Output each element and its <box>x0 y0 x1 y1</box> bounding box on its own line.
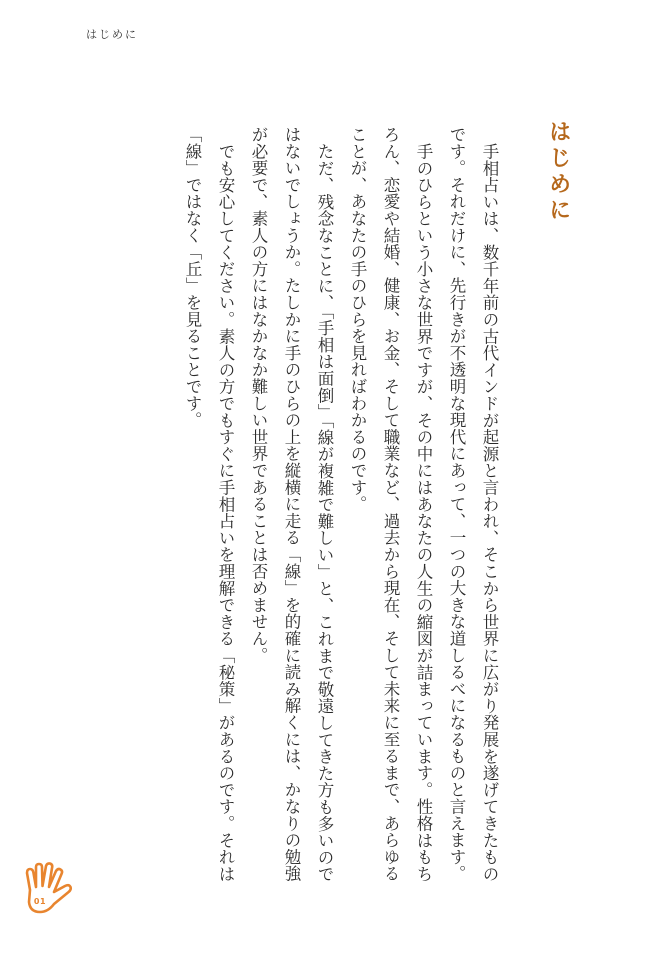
paragraph-3: ただ、残念なことに、「手相は面倒」「線が複雑で難しい」と、これまで敬遠してきた方も多いのではないでしょうか。たしかに手のひらの上を縦横に走る「線」を的確に読み解くには、かなりの勉強が必要で、素人の方にはなかなか難しい世界であることは否めません。 <box>249 126 334 882</box>
body-text <box>176 126 506 896</box>
running-head: はじめに <box>86 28 138 41</box>
paragraph-4: でも安心してください。素人の方でもすぐに手相占いを理解できる「秘策」があるのです。それは「線」ではなく「丘」を見ることです。 <box>183 126 235 882</box>
paragraph-1: 手相占いは、数千年前の古代インドが起源と言われ、そこから世界に広がり発展を遂げてきたものです。それだけに、先行きが不透明な現代にあって、一つの大きな道しるべになるものと言えます。 <box>447 126 499 882</box>
chapter-title: はじめに <box>545 120 571 224</box>
hand-icon <box>20 862 78 924</box>
page-number: 01 <box>33 897 47 906</box>
paragraph-2: 手のひらという小さな世界ですが、その中にはあなたの人生の縮図が詰まっています。性格はもちろん、恋愛や結婚、健康、お金、そして職業など、過去から現在、そして未来に至るまで、あらゆることが、あなたの手のひらを見ればわかるのです。 <box>348 126 433 882</box>
